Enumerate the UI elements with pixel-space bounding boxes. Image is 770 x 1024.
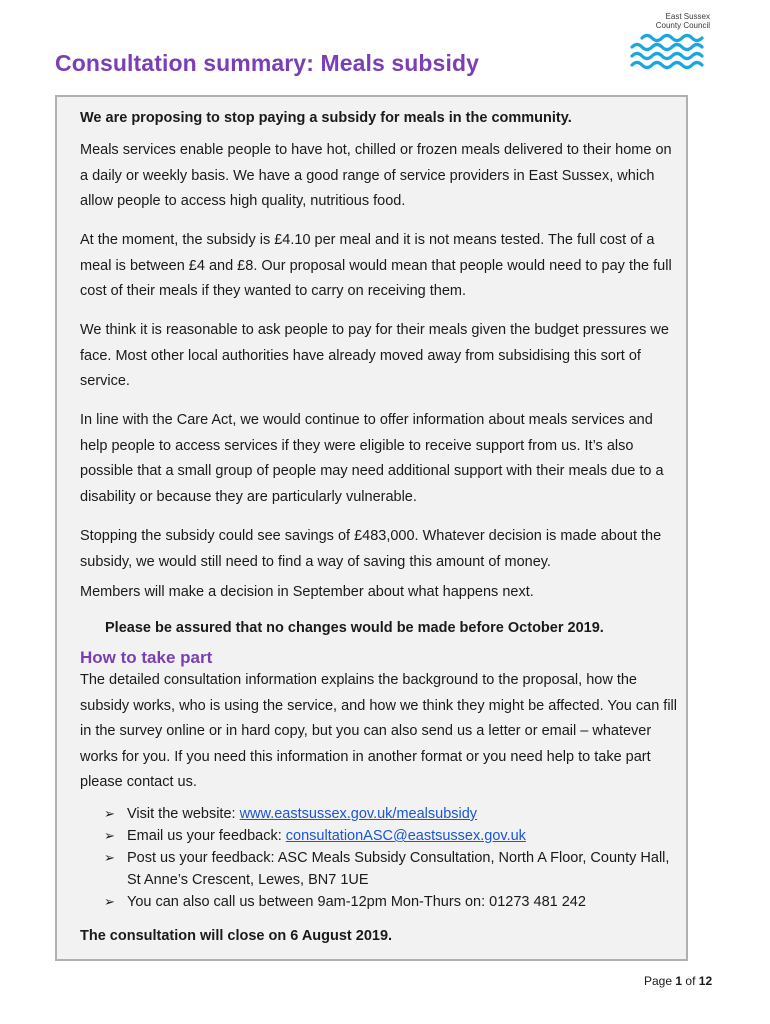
closing-date: The consultation will close on 6 August 2019.: [80, 928, 393, 944]
waves-logo-icon: [630, 32, 710, 74]
arrow-bullet-icon: ➢: [104, 894, 115, 909]
logo-text: [628, 12, 710, 30]
paragraph-decision: Members will make a decision in September about what happens next.: [80, 584, 534, 600]
list-item-text: You can also call us between 9am-12pm Mon-Thurs on: 01273 481 242: [127, 894, 586, 910]
of-word: of: [685, 974, 696, 988]
list-item-text: Post us your feedback: ASC Meals Subsidy Consultation, North A Floor, County Hall, St Anne’s Crescent, Lewes, BN7 1UE: [127, 850, 670, 888]
paragraph-meals-services: Meals services enable people to have hot, chilled or frozen meals delivered to their home on a daily or weekly basis. We have a good range of service providers in East Sussex, which allow people to access high quality, nutritious food.: [80, 142, 672, 209]
list-item-post: [104, 847, 674, 891]
logo-line-2: County Council: [655, 21, 710, 30]
page-word: Page: [644, 974, 673, 988]
intro-heading: We are proposing to stop paying a subsidy for meals in the community.: [80, 110, 572, 126]
paragraph-care-act: In line with the Care Act, we would continue to offer information about meals services and help people to access services if they were eligible to receive support from us. It’s also possible that a small group of people may need additional support with their meals due to a disability or because they are particularly vulnerable.: [80, 412, 664, 505]
arrow-bullet-icon: ➢: [104, 828, 115, 843]
paragraph-subsidy-cost: At the moment, the subsidy is £4.10 per meal and it is not means tested. The full cost of a meal is between £4 and £8. Our proposal would mean that people would need to pay the full cost of their meals if they wanted to carry on receiving them.: [80, 232, 672, 299]
how-to-take-part-heading: How to take part: [80, 648, 213, 667]
page-number: [644, 974, 712, 988]
page-title: Consultation summary: Meals subsidy: [55, 50, 479, 76]
contact-options-list: [104, 803, 674, 913]
how-to-take-part-body: The detailed consultation information explains the background to the proposal, how the subsidy works, who is using the service, and how we think they might be affected. You can fill in the survey online or in hard copy, but you can also send us a letter or email – whatever works for you. If you need this information in another format or you need help to take part please contact us.: [80, 672, 677, 790]
list-item-text: Email us your feedback:: [127, 828, 286, 844]
list-item-phone: [104, 891, 674, 913]
total-pages: 12: [698, 974, 713, 988]
website-link[interactable]: www.eastsussex.gov.uk/mealsubsidy: [239, 806, 478, 822]
arrow-bullet-icon: ➢: [104, 806, 115, 821]
list-item-website: [104, 803, 674, 825]
paragraph-reasonable: We think it is reasonable to ask people to pay for their meals given the budget pressures we face. Most other local authorities have already moved away from subsidising this sort of service.: [80, 322, 669, 389]
arrow-bullet-icon: ➢: [104, 850, 115, 865]
email-link[interactable]: consultationASC@eastsussex.gov.uk: [285, 828, 526, 844]
current-page: 1: [675, 974, 683, 988]
assurance-note: Please be assured that no changes would be made before October 2019.: [105, 620, 604, 636]
list-item-email: [104, 825, 674, 847]
list-item-text: Visit the website:: [127, 806, 240, 822]
logo-line-1: East Sussex: [665, 12, 710, 21]
east-sussex-logo: [628, 12, 712, 72]
paragraph-savings: Stopping the subsidy could see savings of £483,000. Whatever decision is made about the subsidy, we would still need to find a way of saving this amount of money.: [80, 528, 662, 570]
